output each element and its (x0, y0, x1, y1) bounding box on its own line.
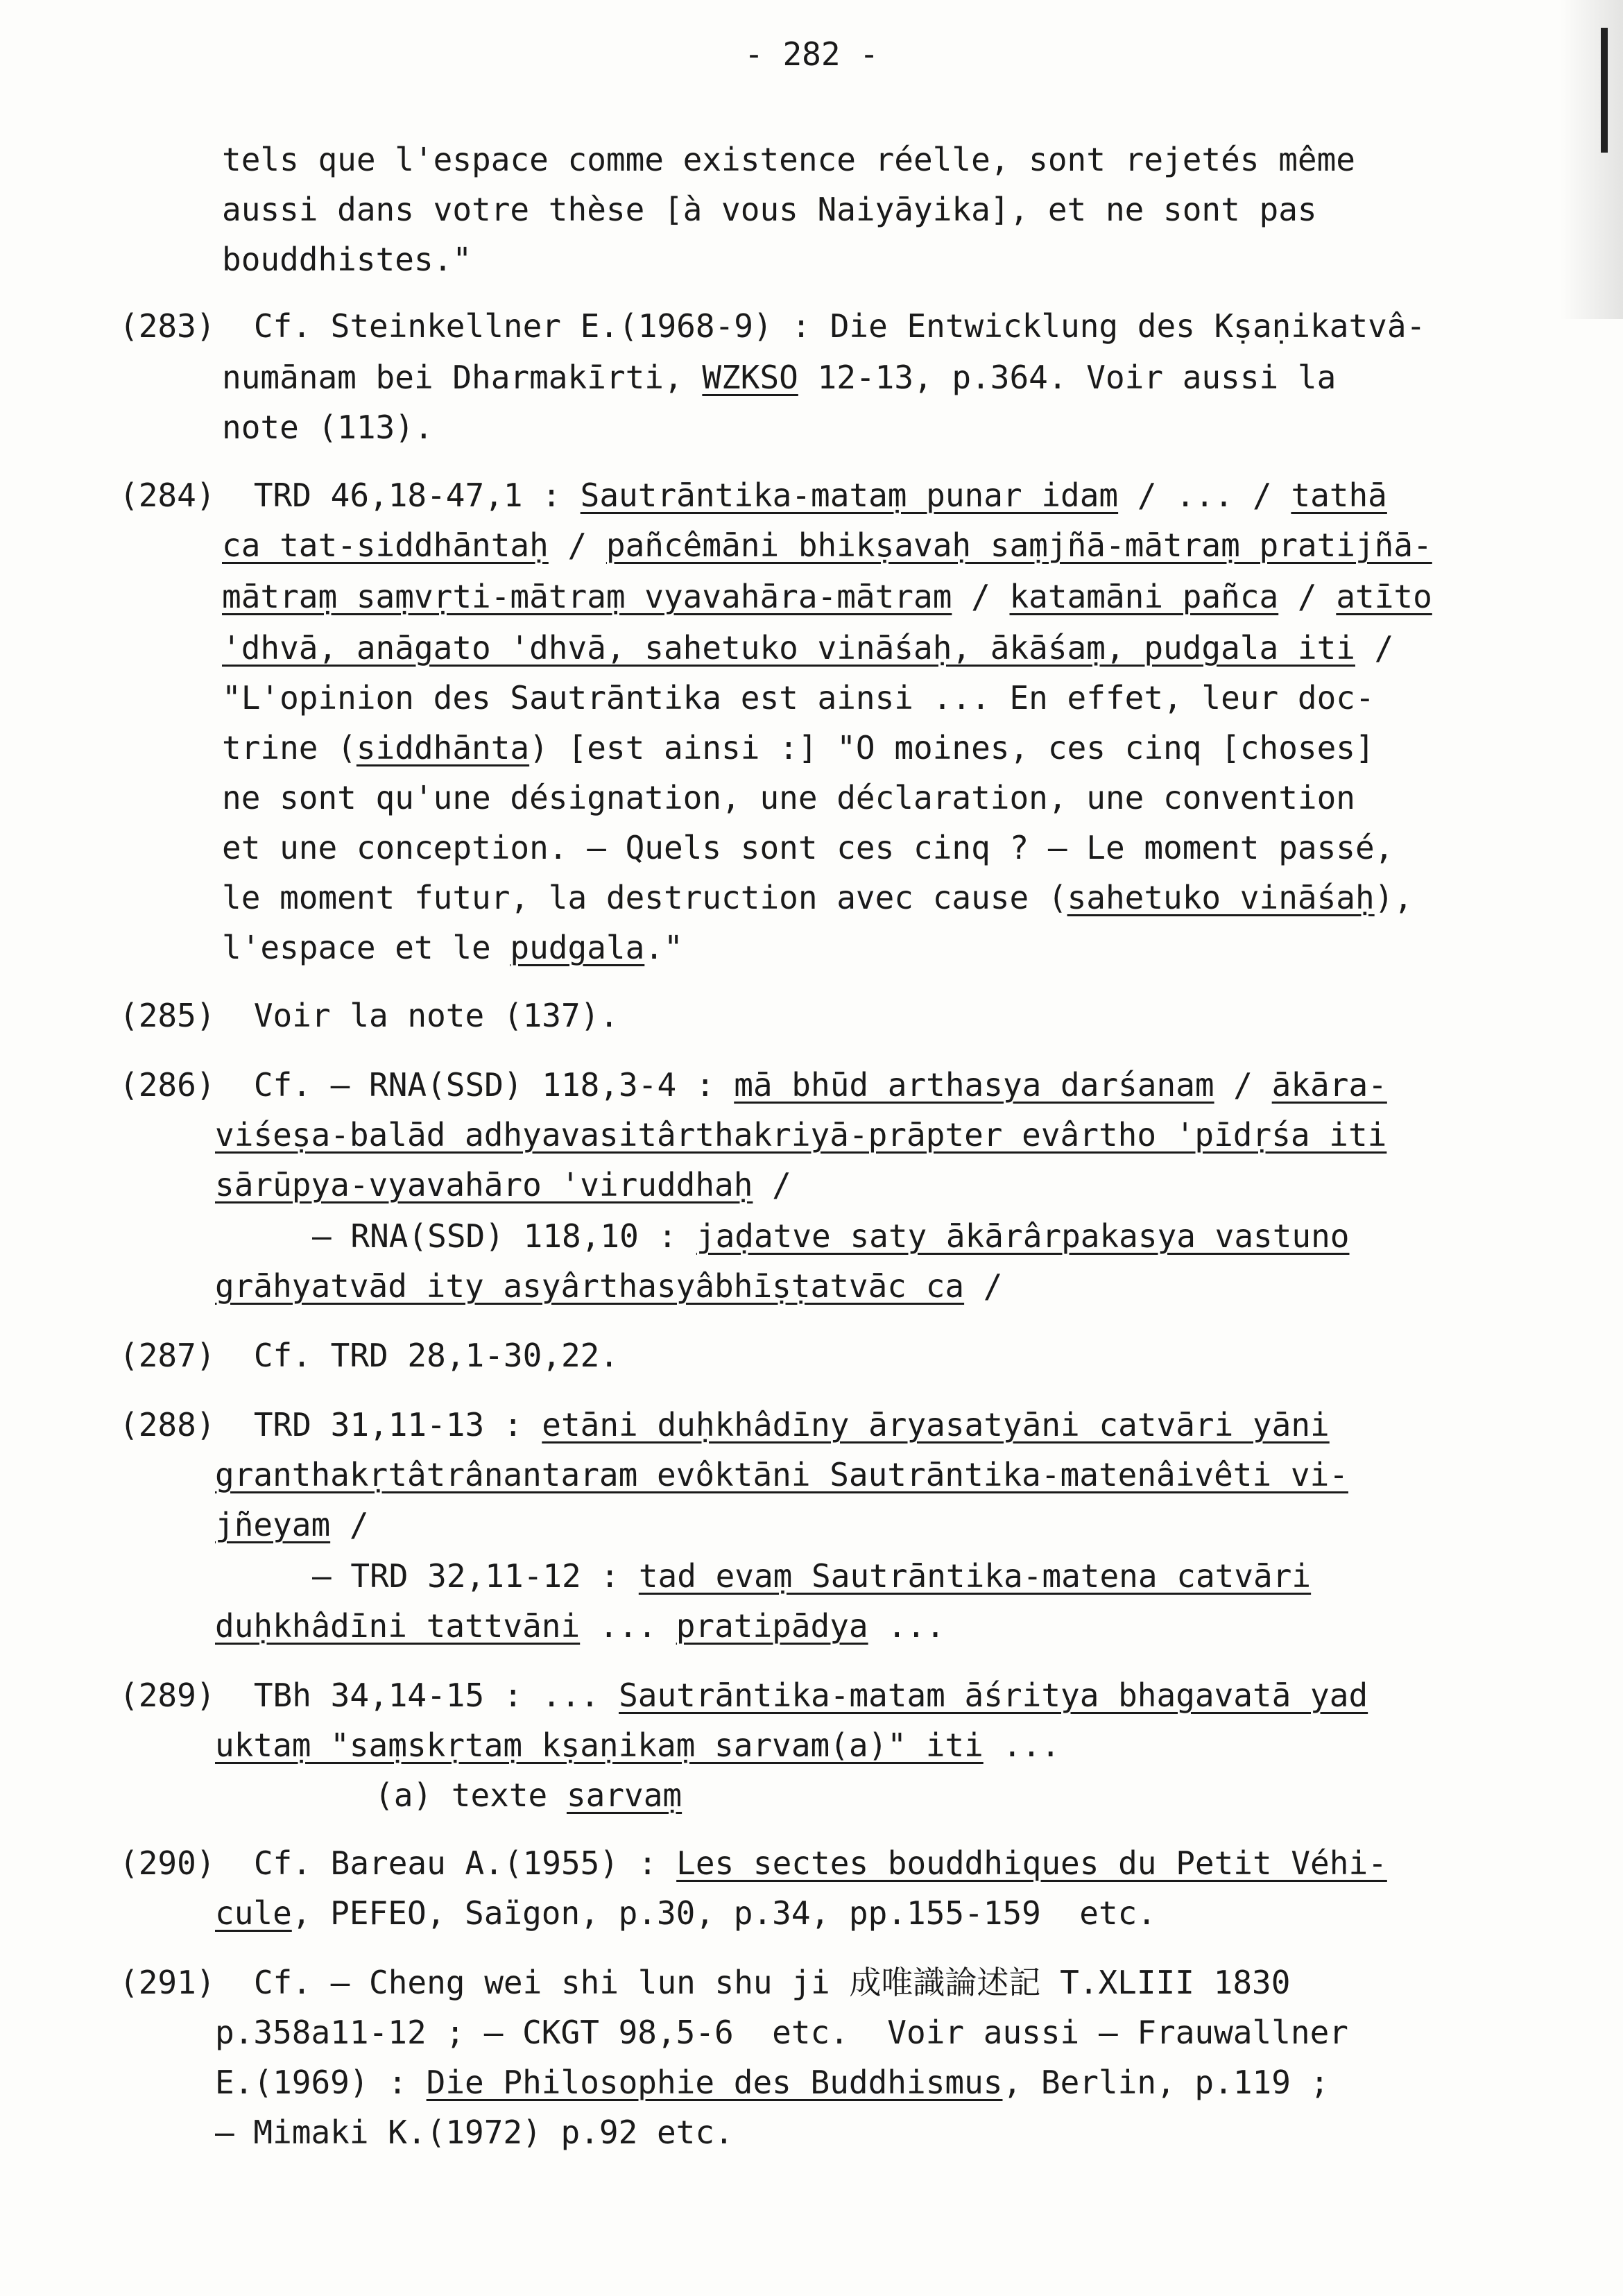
text-line (215, 1114, 1386, 1156)
text-line (119, 1064, 1387, 1106)
text-segment: tels que l'espace comme existence réelle, sont rejetés même (222, 141, 1355, 178)
text-segment: / (548, 526, 606, 564)
underlined-text: sahetuko vināśaḥ (1067, 879, 1375, 916)
text-segment: / (964, 1267, 1003, 1305)
underlined-text: mātraṃ saṃvṛti-mātraṃ vyavahāra-mātram (222, 578, 952, 615)
text-segment: (283) Cf. Steinkellner E.(1968-9) : Die Entwicklung des Kṣaṇikatvâ- (119, 307, 1426, 345)
text-line (119, 1842, 1387, 1884)
text-line (215, 1164, 791, 1206)
underlined-text: pudgala (510, 929, 645, 966)
text-line (215, 1892, 1156, 1934)
text-line (222, 139, 1355, 180)
text-segment: (290) Cf. Bareau A.(1955) : (119, 1844, 677, 1882)
text-line (222, 189, 1317, 230)
text-segment: (a) texte (375, 1776, 567, 1814)
text-segment: numānam bei Dharmakīrti, (222, 359, 703, 396)
underlined-text: 'dhvā, anāgato 'dhvā, sahetuko vināśaḥ, ākāśaṃ, pudgala iti (222, 629, 1355, 667)
text-line (222, 927, 683, 968)
text-segment: ... (580, 1607, 676, 1645)
text-segment: / (330, 1506, 369, 1543)
text-segment: aussi dans votre thèse [à vous Naiyāyika], et ne sont pas (222, 191, 1317, 228)
text-line (215, 1724, 1060, 1766)
text-segment: / (952, 578, 1010, 615)
text-segment: / (1278, 578, 1337, 615)
text-line (222, 406, 433, 448)
page-number: - 282 - (744, 35, 879, 73)
text-segment: — RNA(SSD) 118,10 : (312, 1217, 696, 1255)
text-segment: ) [est ainsi :] "O moines, ces cinq [choses] (529, 729, 1375, 766)
text-line (119, 1335, 619, 1376)
underlined-text: ākāra- (1271, 1066, 1387, 1104)
text-line (222, 727, 1375, 769)
underlined-text: jñeyam (215, 1506, 331, 1543)
underlined-text: katamāni pañca (1009, 578, 1279, 615)
text-line (375, 1774, 682, 1816)
text-line (222, 877, 1413, 918)
text-line (215, 1265, 1002, 1307)
text-segment: / (1355, 629, 1394, 667)
text-line (119, 995, 619, 1036)
text-line (222, 239, 472, 280)
text-segment: 12-13, p.364. Voir aussi la (798, 359, 1337, 396)
text-segment: , PEFEO, Saïgon, p.30, p.34, pp.155-159 etc. (291, 1894, 1157, 1932)
underlined-text: Sautrāntika-mataṃ punar idam (580, 477, 1119, 514)
text-segment: E.(1969) : (215, 2064, 427, 2101)
text-segment: (286) Cf. — RNA(SSD) 118,3-4 : (119, 1066, 735, 1104)
text-line (222, 524, 1432, 566)
underlined-text: Sautrāntika-matam āśritya bhagavatā yad (619, 1677, 1368, 1714)
text-line (222, 777, 1355, 819)
text-line (222, 827, 1393, 868)
text-line (215, 2111, 734, 2153)
text-segment: "L'opinion des Sautrāntika est ainsi ... En effet, leur doc- (222, 679, 1375, 717)
text-line (312, 1555, 1311, 1597)
underlined-text: etāni duḥkhâdīny āryasatyāni catvāri yāni (542, 1406, 1330, 1443)
text-segment: (291) Cf. — Cheng wei shi lun shu ji 成唯識論述記 T.XLIII 1830 (119, 1964, 1291, 2001)
underlined-text: pratipādya (676, 1607, 868, 1645)
text-segment: / ... / (1118, 477, 1291, 514)
text-segment: (288) TRD 31,11-13 : (119, 1406, 542, 1443)
underlined-text: jaḍatve saty ākārârpakasya vastuno (696, 1217, 1350, 1255)
text-line (215, 1504, 369, 1545)
text-segment: / (1214, 1066, 1272, 1104)
text-line (312, 1215, 1350, 1257)
underlined-text: grāhyatvād ity asyârthasyâbhīṣṭatvāc ca (215, 1267, 965, 1305)
text-segment: bouddhistes." (222, 241, 472, 278)
underlined-text: WZKSO (702, 359, 798, 396)
text-segment: (287) Cf. TRD 28,1-30,22. (119, 1337, 619, 1374)
text-segment: ... (983, 1727, 1060, 1764)
text-segment: / (753, 1166, 791, 1203)
text-line (119, 474, 1387, 516)
text-segment: (284) TRD 46,18-47,1 : (119, 477, 581, 514)
text-line (119, 1674, 1368, 1716)
underlined-text: sārūpya-vyavahāro 'viruddhaḥ (215, 1166, 753, 1203)
underlined-text: pañcêmāni bhikṣavaḥ saṃjñā-mātraṃ pratijñā- (606, 526, 1432, 564)
underlined-text: Die Philosophie des Buddhismus (426, 2064, 1003, 2101)
underlined-text: tathā (1291, 477, 1387, 514)
text-segment: , Berlin, p.119 ; (1002, 2064, 1330, 2101)
text-line (215, 2062, 1329, 2103)
text-segment: l'espace et le (222, 929, 510, 966)
underlined-text: mā bhūd arthasya darśanam (734, 1066, 1214, 1104)
underlined-text: siddhānta (356, 729, 530, 766)
text-segment: note (113). (222, 409, 433, 446)
underlined-text: atīto (1336, 578, 1432, 615)
text-segment: p.358a11-12 ; — CKGT 98,5-6 etc. Voir aussi — Frauwallner (215, 2014, 1348, 2051)
underlined-text: uktaṃ "saṃskṛtaṃ kṣaṇikaṃ sarvam(a)" iti (215, 1727, 984, 1764)
text-segment: (289) TBh 34,14-15 : ... (119, 1677, 619, 1714)
underlined-text: granthakṛtâtrânantaram evôktāni Sautrāntika-matenâivêti vi- (215, 1456, 1348, 1493)
text-line (119, 1404, 1330, 1446)
text-segment: trine ( (222, 729, 357, 766)
text-line (222, 576, 1432, 617)
text-line (215, 1605, 945, 1647)
underlined-text: sarvaṃ (566, 1776, 682, 1814)
text-line (119, 1962, 1290, 2003)
text-line (222, 357, 1336, 398)
text-segment: — Mimaki K.(1972) p.92 etc. (215, 2114, 734, 2151)
text-segment: le moment futur, la destruction avec cause ( (222, 879, 1067, 916)
underlined-text: cule (215, 1894, 292, 1932)
text-line (215, 1454, 1348, 1496)
underlined-text: ca tat-siddhāntaḥ (222, 526, 549, 564)
text-line (222, 627, 1393, 669)
text-segment: ), (1374, 879, 1414, 916)
text-segment: (285) Voir la note (137). (119, 997, 619, 1034)
text-segment: et une conception. — Quels sont ces cinq ? — Le moment passé, (222, 829, 1394, 866)
text-segment: ... (868, 1607, 945, 1645)
underlined-text: tad evaṃ Sautrāntika-matena catvāri (638, 1557, 1312, 1595)
text-line (222, 677, 1375, 719)
text-segment: ne sont qu'une désignation, une déclaration, une convention (222, 779, 1355, 816)
text-line (119, 305, 1425, 347)
text-segment: ." (644, 929, 683, 966)
underlined-text: Les sectes bouddhiques du Petit Véhi- (676, 1844, 1387, 1882)
underlined-text: duḥkhâdīni tattvāni (215, 1607, 581, 1645)
underlined-text: viśeṣa-balād adhyavasitârthakriyā-prāpter evârtho 'pīdṛśa iti (215, 1116, 1387, 1154)
text-line (215, 2012, 1348, 2053)
text-segment: — TRD 32,11-12 : (312, 1557, 639, 1595)
